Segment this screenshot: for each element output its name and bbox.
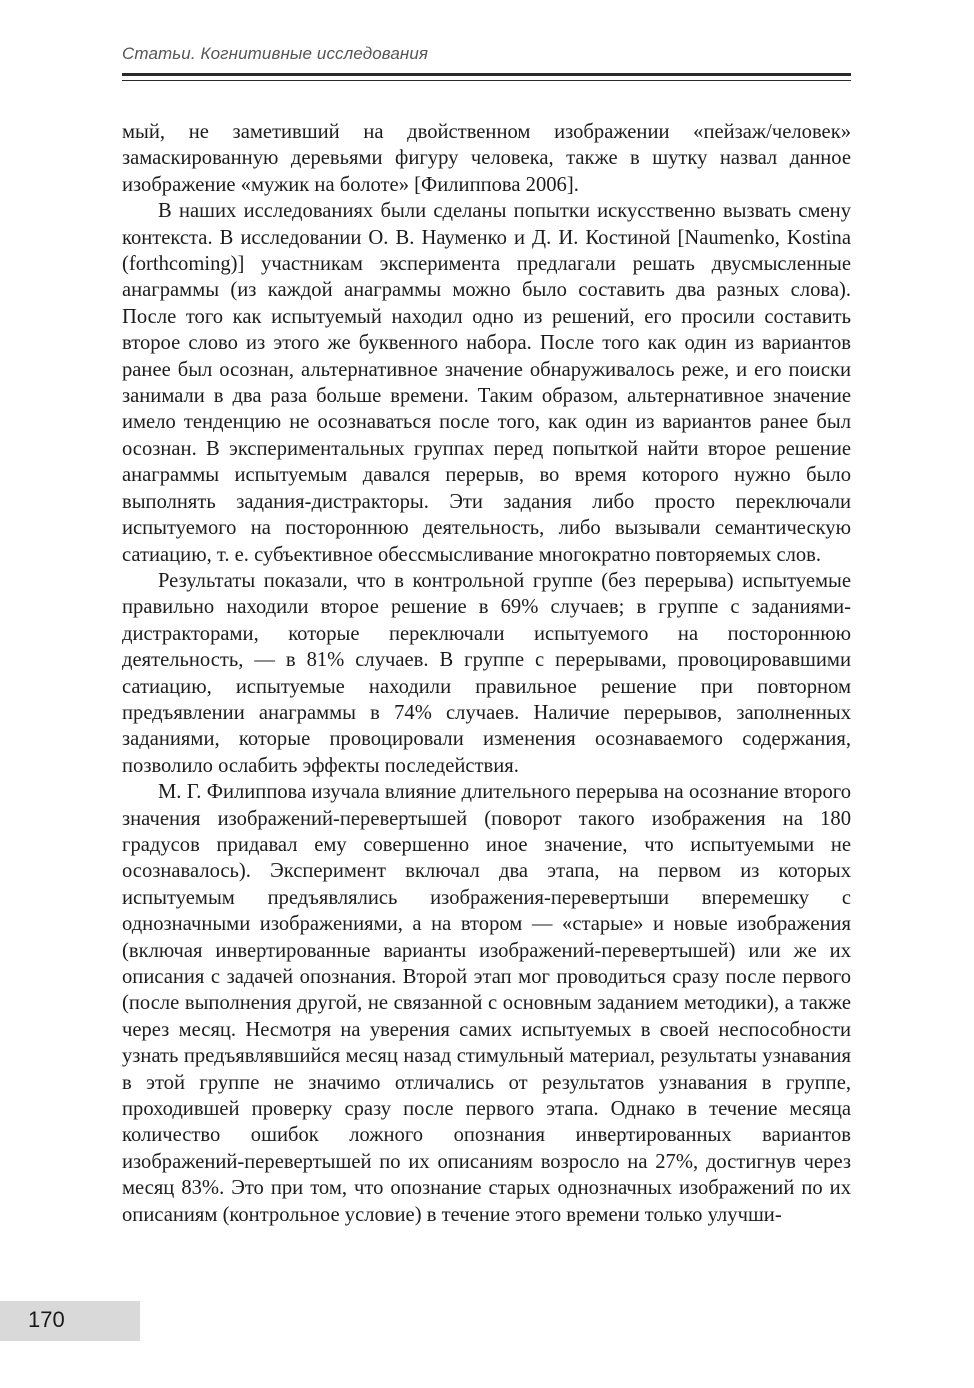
body-text bbox=[122, 119, 851, 1228]
paragraph-2: В наших исследованиях были сделаны попытки искусственно вызвать смену контекста. В исследовании О. В. Науменко и Д. И. Костиной [Naumenko, Kostina (forthcoming)] участникам эксперимента предлагали решать двусмысленные анаграммы (из каждой анаграммы можно было составить два разных слова). После того как испытуемый находил одно из решений, его просили составить второе слово из этого же буквенного набора. После того как один из вариантов ранее был осознан, альтернативное значение обнаруживалось реже, и его поиски занимали в два раза больше времени. Таким образом, альтернативное значение имело тенденцию не осознаваться после того, как один из вариантов ранее был осознан. В экспериментальных группах перед попыткой найти второе решение анаграммы испытуемым давался перерыв, во время которого нужно было выполнять задания-дистракторы. Эти задания либо просто переключали испытуемого на постороннюю деятельность, либо вызывали семантическую сатиацию, т. е. субъективное обессмысливание многократно повторяемых слов. bbox=[122, 200, 851, 566]
header-rule-thick bbox=[122, 73, 851, 76]
running-head-title: Статьи. Когнитивные исследования bbox=[122, 44, 429, 63]
page-number: 170 bbox=[28, 1307, 65, 1332]
header-rule-thin bbox=[122, 80, 851, 81]
paragraph-1: мый, не заметивший на двойственном изображении «пейзаж/человек» замаскированную деревьями фигуру человека, также в шутку назвал данное изображение «мужик на болоте» [Филиппова 2006]. bbox=[122, 121, 851, 196]
paragraph-4: М. Г. Филиппова изучала влияние длительного перерыва на осознание второго значения изображений-перевертышей (поворот такого изображения на 180 градусов придавал ему совершенно иное значение, что испытуемыми не осознавалось). Эксперимент включал два этапа, на первом из которых испытуемым предъявлялись изображения-перевертыши вперемешку с однозначными изображениями, а на втором — «старые» и новые изображения (включая инвертированные варианты изображений-перевертышей) или же их описания с задачей опознания. Второй этап мог проводиться сразу после первого (после выполнения другой, не связанной с основным заданием методики), а также через месяц. Несмотря на уверения самих испытуемых в своей неспособности узнать предъявлявшийся месяц назад стимульный материал, результаты узнавания в этой группе не значимо отличались от результатов узнавания в группе, проходившей проверку сразу после первого этапа. Однако в течение месяца количество ошибок ложного опознания инвертированных вариантов изображений-перевертышей по их описаниям возросло на 27%, достигнув через месяц 83%. Это при том, что опознание старых однозначных изображений по их описаниям (контрольное условие) в течение этого времени только улучши- bbox=[122, 781, 851, 1226]
paragraph-3: Результаты показали, что в контрольной группе (без перерыва) испытуемые правильно находили второе решение в 69% случаев; в группе с заданиями-дистракторами, которые переключали испытуемого на постороннюю деятельность, — в 81% случаев. В группе с перерывами, провоцировавшими сатиацию, испытуемые находили правильное решение при повторном предъявлении анаграммы в 74% случаев. Наличие перерывов, заполненных заданиями, которые провоцировали изменения осознаваемого содержания, позволило ослабить эффекты последействия. bbox=[122, 569, 851, 777]
page-number-tab bbox=[0, 1301, 140, 1341]
